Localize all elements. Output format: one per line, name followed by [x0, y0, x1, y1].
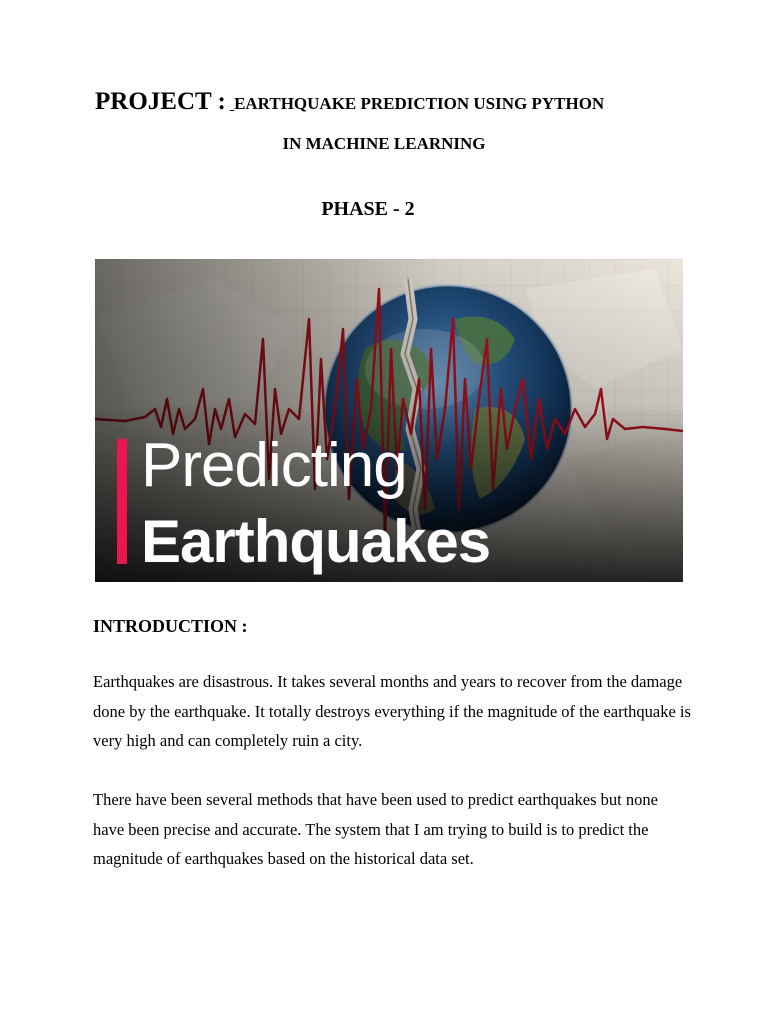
banner-image [95, 259, 683, 582]
banner-title-line1: Predicting [141, 431, 407, 500]
introduction-heading: INTRODUCTION : [93, 616, 248, 636]
banner-accent-bar [117, 439, 127, 564]
introduction-paragraph-2: There have been several methods that have been used to predict earthquakes but none have been precise and accurate. The system that I am trying to build is to predict the magnitude of earthquakes based on the historical data set. [93, 790, 658, 868]
project-title-line2: IN MACHINE LEARNING [282, 134, 486, 153]
banner-title-line2: Earthquakes [141, 508, 491, 575]
project-title [95, 88, 735, 116]
project-label: PROJECT : [95, 88, 226, 115]
phase-label: PHASE - 2 [321, 198, 415, 220]
project-title-line1: EARTHQUAKE PREDICTION USING PYTHON [234, 94, 605, 113]
introduction-paragraph-1: Earthquakes are disastrous. It takes several months and years to recover from the damage done by the earthquake. It totally destroys everything if the magnitude of the earthquake is very high and can completely ruin a city. [93, 672, 691, 750]
